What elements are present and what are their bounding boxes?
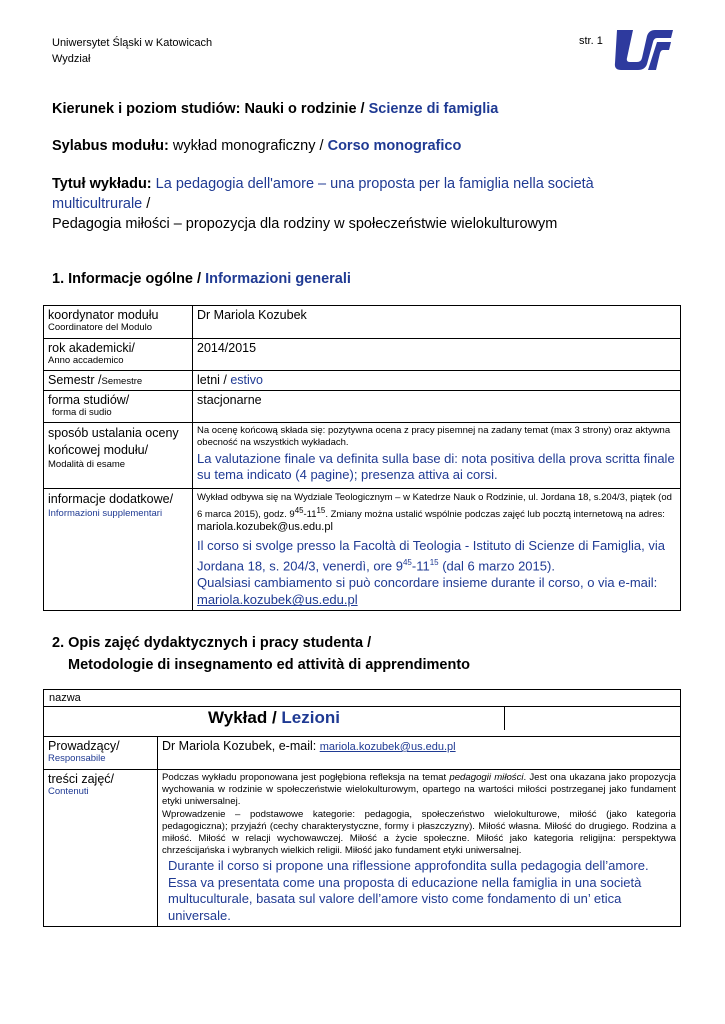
table-row	[44, 391, 681, 423]
form-value: stacjonarne	[193, 391, 681, 423]
semester-label-it: Semestre	[101, 376, 143, 387]
course-table	[43, 689, 681, 927]
lecture-title-pl: Pedagogia miłości – propozycja dla rodziny w społeczeństwie wielokulturowym	[52, 216, 558, 232]
extra-it	[197, 537, 676, 608]
table-row	[44, 737, 681, 770]
table-row	[44, 770, 681, 927]
grading-it: La valutazione finale va definita sulla base di: nota positiva della prova scritta finale su tema indicato (4 pagine); presenza attiva ai corsi.	[197, 451, 675, 482]
grading-label-it: Modalità di esame	[48, 459, 126, 470]
semester-value-it: estivo	[230, 373, 264, 387]
extra-it-sup2: 15	[429, 558, 439, 568]
lecture-title	[52, 174, 672, 234]
year-label-it: Anno accademico	[48, 355, 124, 366]
course-name-title	[44, 707, 504, 730]
table-row	[44, 306, 681, 339]
table-row	[44, 423, 681, 489]
section-1-it: Informazioni generali	[205, 271, 351, 287]
section-2-heading	[52, 632, 470, 676]
field-of-study-pl: Kierunek i poziom studiów: Nauki o rodzinie /	[52, 101, 369, 117]
content-label-it: Contenuti	[48, 786, 89, 797]
section-1-heading	[52, 271, 351, 287]
lecturer-label: Prowadzący/	[48, 739, 120, 753]
grading-label: sposób ustalania oceny końcowej modułu/	[48, 426, 179, 457]
page-header	[52, 35, 212, 67]
course-name-pl: Wykład /	[208, 708, 282, 727]
lecture-title-it-1: La pedagogia dell'amore – una proposta per la famiglia nella società	[151, 176, 594, 192]
table-row	[44, 339, 681, 371]
extra-pl-sup1: 45	[294, 506, 304, 515]
syllabus-it: Corso monografico	[327, 138, 462, 154]
extra-it-email-link[interactable]: mariola.kozubek@us.edu.pl	[197, 592, 358, 608]
lecture-title-label: Tytuł wykładu:	[52, 176, 152, 192]
course-name-label: nazwa	[49, 692, 81, 704]
section-2-line2: Metodologie di insegnamento ed attività di apprendimento	[68, 657, 470, 673]
coordinator-label-it: Coordinatore del Modulo	[48, 322, 153, 333]
content-label: treści zajęć/	[48, 772, 114, 786]
table-row	[44, 371, 681, 391]
extra-it-3: (dal 6 marzo 2015).	[438, 558, 555, 574]
extra-pl-2: -11	[303, 509, 317, 521]
section-2-line1: 2. Opis zajęć dydaktycznych i pracy studenta /	[52, 635, 372, 651]
syllabus-pl: wykład monograficzny /	[168, 138, 328, 154]
coordinator-value: Dr Mariola Kozubek	[193, 306, 681, 339]
content-pl-1c: . Jest ona ukazana jako propozycja wychowania w rodzinie w społeczeństwie wielokulturowym, opartego na wartości miłości postrzeganej jako fundament etyki uniwersalnej.	[162, 772, 676, 808]
semester-label: Semestr /	[48, 373, 102, 387]
form-label-it: forma di sudio	[52, 407, 112, 418]
year-label-cell	[44, 339, 193, 371]
year-value: 2014/2015	[193, 339, 681, 371]
extra-it-4: Qualsiasi cambiamento si può concordare insieme durante il corso, o via e-mail:	[197, 575, 658, 591]
lecture-title-it-2: multicultrurale	[52, 196, 143, 212]
course-name-it: Lezioni	[281, 708, 340, 727]
extra-pl-3: . Zmiany można ustalić wspólnie podczas zajęć lub pocztą internetową na adres:	[325, 509, 665, 521]
field-of-study	[52, 101, 498, 117]
content-pl-1b: pedagogii miłości	[449, 772, 524, 783]
extra-label-it: Informazioni supplementari	[48, 508, 163, 519]
extra-it-1: Il corso si svolge presso la Facoltà di Teologia - Istituto di Scienze di Famiglia, via Jordana 18, s. 204/3, venerdì, ore 9	[197, 538, 665, 574]
content-pl-para1	[162, 772, 676, 809]
lecturer-label-cell	[44, 737, 158, 770]
semester-value-cell	[193, 371, 681, 391]
semester-label-cell	[44, 371, 193, 391]
grading-label-cell	[44, 423, 193, 489]
syllabus-line	[52, 138, 461, 154]
university-logo	[613, 28, 675, 72]
section-1-pl: 1. Informacje ogólne /	[52, 271, 206, 287]
lecturer-value: Dr Mariola Kozubek, e-mail:	[162, 739, 320, 753]
lecturer-email-link[interactable]: mariola.kozubek@us.edu.pl	[319, 741, 456, 753]
form-label-cell	[44, 391, 193, 423]
extra-it-2: -11	[411, 558, 430, 574]
grading-value-cell	[193, 423, 681, 489]
lecturer-value-cell	[158, 737, 681, 770]
form-label: forma studiów/	[48, 393, 130, 407]
content-value-cell	[158, 770, 681, 927]
extra-pl-1: Wykład odbywa się na Wydziale Teologicznym – w Katedrze Nauk o Rodzinie, ul. Jordana 18, s.204/3, piątek (od 6 marca 2015), godz. 9	[197, 492, 672, 521]
university-name: Uniwersytet Śląski w Katowicach	[52, 37, 213, 49]
extra-value-cell	[193, 489, 681, 611]
grading-pl: Na ocenę końcową składa się: pozytywna ocena z pracy pisemnej na zadany temat (max 3 strony) oraz aktywna obecność na wszystkich wykładach.	[197, 425, 671, 448]
extra-it-sup1: 45	[402, 558, 412, 568]
content-pl-para2: Wprowadzenie – podstawowe kategorie: pedagogia, społeczeństwo wielokulturowe, miłość (jako kategoria pedagogiczna); przyjaźń (cechy charakterystyczne, formy i płaszczyzny). Miłość własna. Miłość do drugiego. Rodzina a miłość. Miłość w relacji wychowawczej. Miłość a życie społeczne. Miłość jako kategoria religijna: perspektywa chrześcijańska i wybranych wielkich religii. Miłość jako fundament etyki uniwersalnej.	[162, 808, 676, 857]
course-name-cell	[44, 690, 681, 737]
content-label-cell	[44, 770, 158, 927]
year-label: rok akademicki/	[48, 341, 135, 355]
page-number: str. 1	[579, 35, 603, 47]
syllabus-label: Sylabus modułu:	[52, 138, 169, 154]
content-pl-1a: Podczas wykładu proponowana jest pogłębiona refleksja na temat	[162, 772, 450, 783]
extra-pl-email: mariola.kozubek@us.edu.pl	[197, 521, 333, 534]
table-row	[44, 489, 681, 611]
course-name-empty-cell	[504, 707, 680, 730]
extra-pl-sup2: 15	[316, 506, 326, 515]
coordinator-label-cell	[44, 306, 193, 339]
general-info-table	[43, 305, 681, 611]
extra-pl	[197, 491, 676, 534]
table-row	[44, 690, 681, 737]
extra-label-cell	[44, 489, 193, 611]
faculty-name: Wydział	[52, 53, 91, 65]
coordinator-label: koordynator modułu	[48, 308, 159, 322]
extra-label: informacje dodatkowe/	[48, 492, 174, 506]
content-it: Durante il corso si propone una riflessione approfondita sulla pedagogia dell’amore. Essa va presentata come una proposta di educazione nella famiglia in una società multuculturale, basata sul valore dell’amore visto come fondamento di un’ etica universale.	[168, 858, 649, 923]
lecturer-label-it: Responsabile	[48, 753, 106, 764]
course-name-row	[44, 706, 680, 730]
field-of-study-it: Scienze di famiglia	[368, 101, 499, 117]
semester-value-pl: letni /	[197, 373, 231, 387]
lecture-title-sep: /	[142, 196, 151, 212]
